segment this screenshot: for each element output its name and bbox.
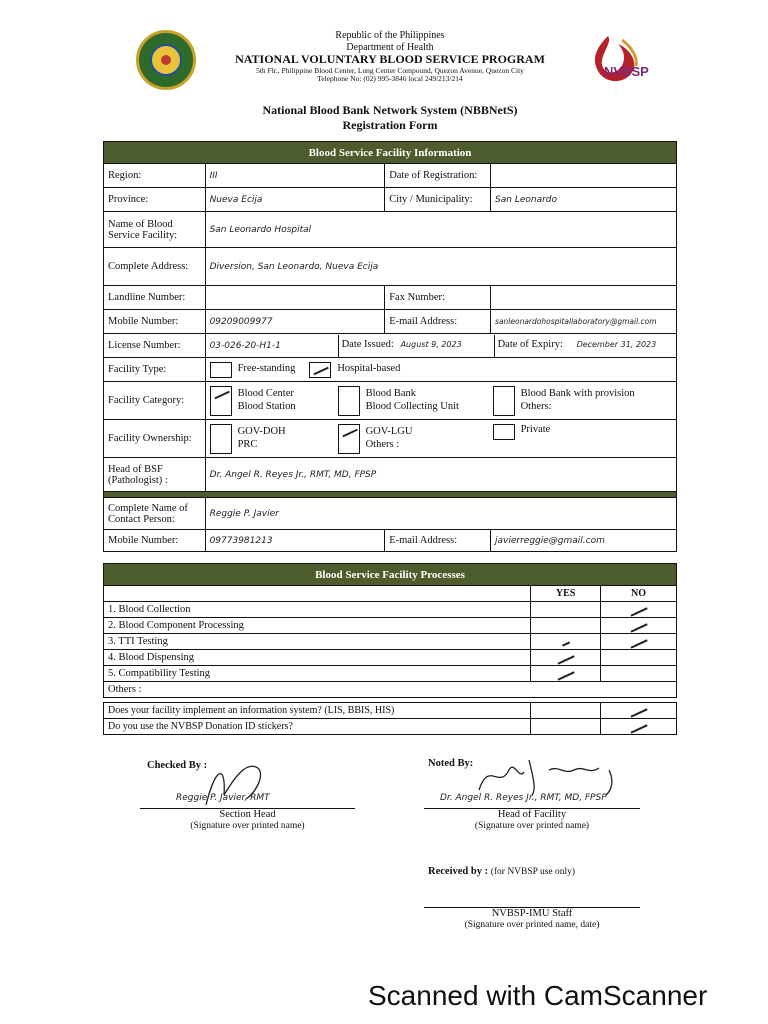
- check-mark: [630, 708, 647, 717]
- date-issued-label: Date Issued:: [338, 335, 398, 357]
- check-mark: [557, 655, 574, 664]
- process-row: [104, 650, 677, 666]
- checked-by-signature: [196, 755, 276, 815]
- facility-type-label: Facility Type:: [104, 358, 206, 382]
- option-others-label: Others:: [520, 400, 552, 412]
- option-bank-collecting[interactable]: [338, 386, 493, 416]
- process-yes-cell[interactable]: [531, 634, 601, 650]
- received-by-subtitle: (Signature over printed name, date): [464, 920, 600, 930]
- facility-category-label: Facility Category:: [104, 382, 206, 420]
- process-label: 3. TTI Testing: [104, 634, 531, 650]
- processes-table: [103, 563, 677, 698]
- checkbox-bank-collecting[interactable]: [338, 386, 360, 416]
- question-info-system: Does your facility implement an information system? (LIS, BBIS, HIS): [104, 703, 531, 719]
- fax-value[interactable]: [491, 286, 677, 310]
- received-by-label: Received by :: [428, 866, 489, 877]
- process-yes-cell[interactable]: [531, 618, 601, 634]
- landline-value[interactable]: [205, 286, 385, 310]
- noted-by-subtitle: (Signature over printed name): [474, 821, 590, 831]
- header-line-1: Republic of the Philippines: [335, 30, 445, 41]
- program-name: NATIONAL VOLUNTARY BLOOD SERVICE PROGRAM: [235, 52, 545, 66]
- facility-type-options: [205, 358, 676, 382]
- check-mark: [557, 671, 574, 680]
- received-by-title: NVBSP-IMU Staff: [491, 908, 573, 919]
- province-value[interactable]: Nueva Ecija: [205, 188, 385, 212]
- option-blood-station-label: Blood Station: [237, 400, 296, 412]
- form-title-line-1: National Blood Bank Network System (NBBNetS): [262, 103, 518, 117]
- checkbox-hospital-based[interactable]: [309, 362, 331, 378]
- process-yes-cell[interactable]: [531, 602, 601, 618]
- process-row: [104, 666, 677, 682]
- facility-info-table: [103, 141, 677, 552]
- city-label: City / Municipality:: [385, 188, 491, 212]
- process-label: 4. Blood Dispensing: [104, 650, 531, 666]
- option-gov-doh-label: GOV-DOH: [237, 426, 286, 438]
- region-value[interactable]: III: [205, 164, 385, 188]
- processes-others[interactable]: Others :: [104, 682, 677, 698]
- no-column-header: NO: [601, 586, 677, 602]
- option-hospital-based[interactable]: [309, 362, 400, 378]
- noted-by-label: Noted By:: [428, 758, 474, 769]
- checkbox-center-station[interactable]: [210, 386, 232, 416]
- yes-column-header: YES: [531, 586, 601, 602]
- question-stickers-no[interactable]: [601, 719, 677, 735]
- option-own-others-label: Others :: [365, 438, 400, 450]
- received-by-note: (for NVBSP use only): [490, 867, 576, 877]
- contact-person-label: Complete Name of Contact Person:: [104, 498, 206, 530]
- mobile-value[interactable]: 09209009977: [205, 310, 385, 334]
- province-label: Province:: [104, 188, 206, 212]
- checkbox-private[interactable]: [493, 424, 515, 440]
- process-row: [104, 634, 677, 650]
- facility-section-header: Blood Service Facility Information: [104, 142, 677, 164]
- process-yes-cell[interactable]: [531, 666, 601, 682]
- processes-section-header: Blood Service Facility Processes: [104, 564, 677, 586]
- svg-text:NVBSP: NVBSP: [604, 64, 649, 79]
- check-mark: [630, 623, 647, 632]
- process-no-cell[interactable]: [601, 666, 677, 682]
- option-private-label: Private: [520, 423, 551, 435]
- option-prc-label: PRC: [237, 438, 258, 450]
- process-label: 5. Compatibility Testing: [104, 666, 531, 682]
- date-registration-label: Date of Registration:: [385, 164, 491, 188]
- option-hospital-based-label: Hospital-based: [337, 363, 401, 375]
- process-yes-cell[interactable]: [531, 650, 601, 666]
- contact-email-value[interactable]: javierreggie@gmail.com: [491, 530, 677, 552]
- facility-name-label: Name of Blood Service Facility:: [104, 212, 206, 248]
- process-no-cell[interactable]: [601, 602, 677, 618]
- header-line-2: Department of Health: [346, 41, 434, 53]
- program-telephone: Telephone No: (02) 995-3846 local 249/213/214: [317, 74, 463, 84]
- checked-by-subtitle: (Signature over printed name): [190, 821, 305, 831]
- email-label: E-mail Address:: [385, 310, 491, 334]
- option-collecting-unit-label: Blood Collecting Unit: [365, 400, 459, 412]
- email-value[interactable]: sanleonardohospitallaboratory@gmail.com: [491, 310, 677, 334]
- license-value[interactable]: 03-026-20-H1-1: [209, 340, 281, 351]
- check-mark: [630, 607, 647, 616]
- checkbox-bank-provision[interactable]: [493, 386, 515, 416]
- license-label: License Number:: [104, 334, 206, 358]
- facility-ownership-label: Facility Ownership:: [104, 420, 206, 458]
- checkbox-free-standing[interactable]: [210, 362, 232, 378]
- camscanner-watermark: Scanned with CamScanner: [368, 980, 708, 1011]
- option-blood-bank-label: Blood Bank: [365, 388, 417, 400]
- process-label: 1. Blood Collection: [104, 602, 531, 618]
- facility-name-value[interactable]: San Leonardo Hospital: [205, 212, 676, 248]
- address-label: Complete Address:: [104, 248, 206, 286]
- check-mark: [562, 641, 570, 646]
- noted-by-name: Dr. Angel R. Reyes Jr., RMT, MD, FPSP: [440, 793, 607, 803]
- process-no-cell[interactable]: [601, 618, 677, 634]
- question-info-system-yes[interactable]: [531, 703, 601, 719]
- head-bsf-value[interactable]: Dr. Angel R. Reyes Jr., RMT, MD, FPSP: [205, 458, 676, 492]
- received-by: [428, 866, 575, 877]
- contact-person-value[interactable]: Reggie P. Javier: [205, 498, 676, 530]
- checked-by-label: Checked By :: [147, 760, 208, 771]
- question-stickers-yes[interactable]: [531, 719, 601, 735]
- process-row: [104, 602, 677, 618]
- option-doh-prc[interactable]: [210, 424, 338, 454]
- city-value[interactable]: San Leonardo: [491, 188, 677, 212]
- question-info-system-no[interactable]: [601, 703, 677, 719]
- landline-label: Landline Number:: [104, 286, 206, 310]
- option-private[interactable]: [493, 424, 551, 454]
- process-no-cell[interactable]: [601, 650, 677, 666]
- option-bank-provision-label: Blood Bank with provision: [520, 388, 635, 400]
- option-gov-lgu-label: GOV-LGU: [365, 426, 413, 438]
- program-address: 5th Flr., Philippine Blood Center, Lung Center Compound, Quezon Avenue, Quezon City: [256, 65, 524, 75]
- checked-by-name: Reggie P. Javier, RMT: [176, 793, 270, 803]
- question-donation-stickers: Do you use the NVBSP Donation ID stickers?: [104, 719, 531, 735]
- checkbox-lgu-others[interactable]: [338, 424, 360, 454]
- address-value[interactable]: Diversion, San Leonardo, Nueva Ecija: [205, 248, 676, 286]
- check-mark: [630, 639, 647, 648]
- option-lgu-others[interactable]: [338, 424, 493, 454]
- facility-ownership-options: [205, 420, 676, 458]
- process-row: [104, 618, 677, 634]
- checked-by-title: Section Head: [219, 809, 276, 820]
- process-no-cell[interactable]: [601, 634, 677, 650]
- contact-mobile-value[interactable]: 09773981213: [205, 530, 385, 552]
- option-free-standing[interactable]: [210, 362, 296, 378]
- date-registration-value[interactable]: [491, 164, 677, 188]
- facility-category-options: [205, 382, 676, 420]
- region-label: Region:: [104, 164, 206, 188]
- nvbsp-logo: [578, 30, 658, 88]
- date-issued-value[interactable]: August 9, 2023: [400, 339, 462, 349]
- option-free-standing-label: Free-standing: [237, 363, 296, 375]
- date-expiry-label: Date of Expiry:: [494, 335, 574, 357]
- date-expiry-value[interactable]: December 31, 2023: [576, 339, 657, 349]
- check-mark: [630, 724, 647, 733]
- processes-header-blank: [104, 586, 531, 602]
- doh-seal-logo: [136, 30, 196, 90]
- head-bsf-label: Head of BSF (Pathologist) :: [104, 458, 206, 492]
- noted-by-title: Head of Facility: [497, 809, 567, 820]
- contact-email-label: E-mail Address:: [385, 530, 491, 552]
- mobile-label: Mobile Number:: [104, 310, 206, 334]
- form-title-line-2: Registration Form: [342, 118, 438, 132]
- questions-table: [103, 702, 677, 735]
- contact-mobile-label: Mobile Number:: [104, 530, 206, 552]
- option-blood-center-label: Blood Center: [237, 388, 294, 400]
- checkbox-doh-prc[interactable]: [210, 424, 232, 454]
- option-center-station[interactable]: [210, 386, 338, 416]
- header: [200, 30, 580, 84]
- license-row: [205, 334, 676, 358]
- option-bank-provision[interactable]: [493, 386, 635, 416]
- fax-label: Fax Number:: [385, 286, 491, 310]
- process-label: 2. Blood Component Processing: [104, 618, 531, 634]
- form-title: [200, 103, 580, 133]
